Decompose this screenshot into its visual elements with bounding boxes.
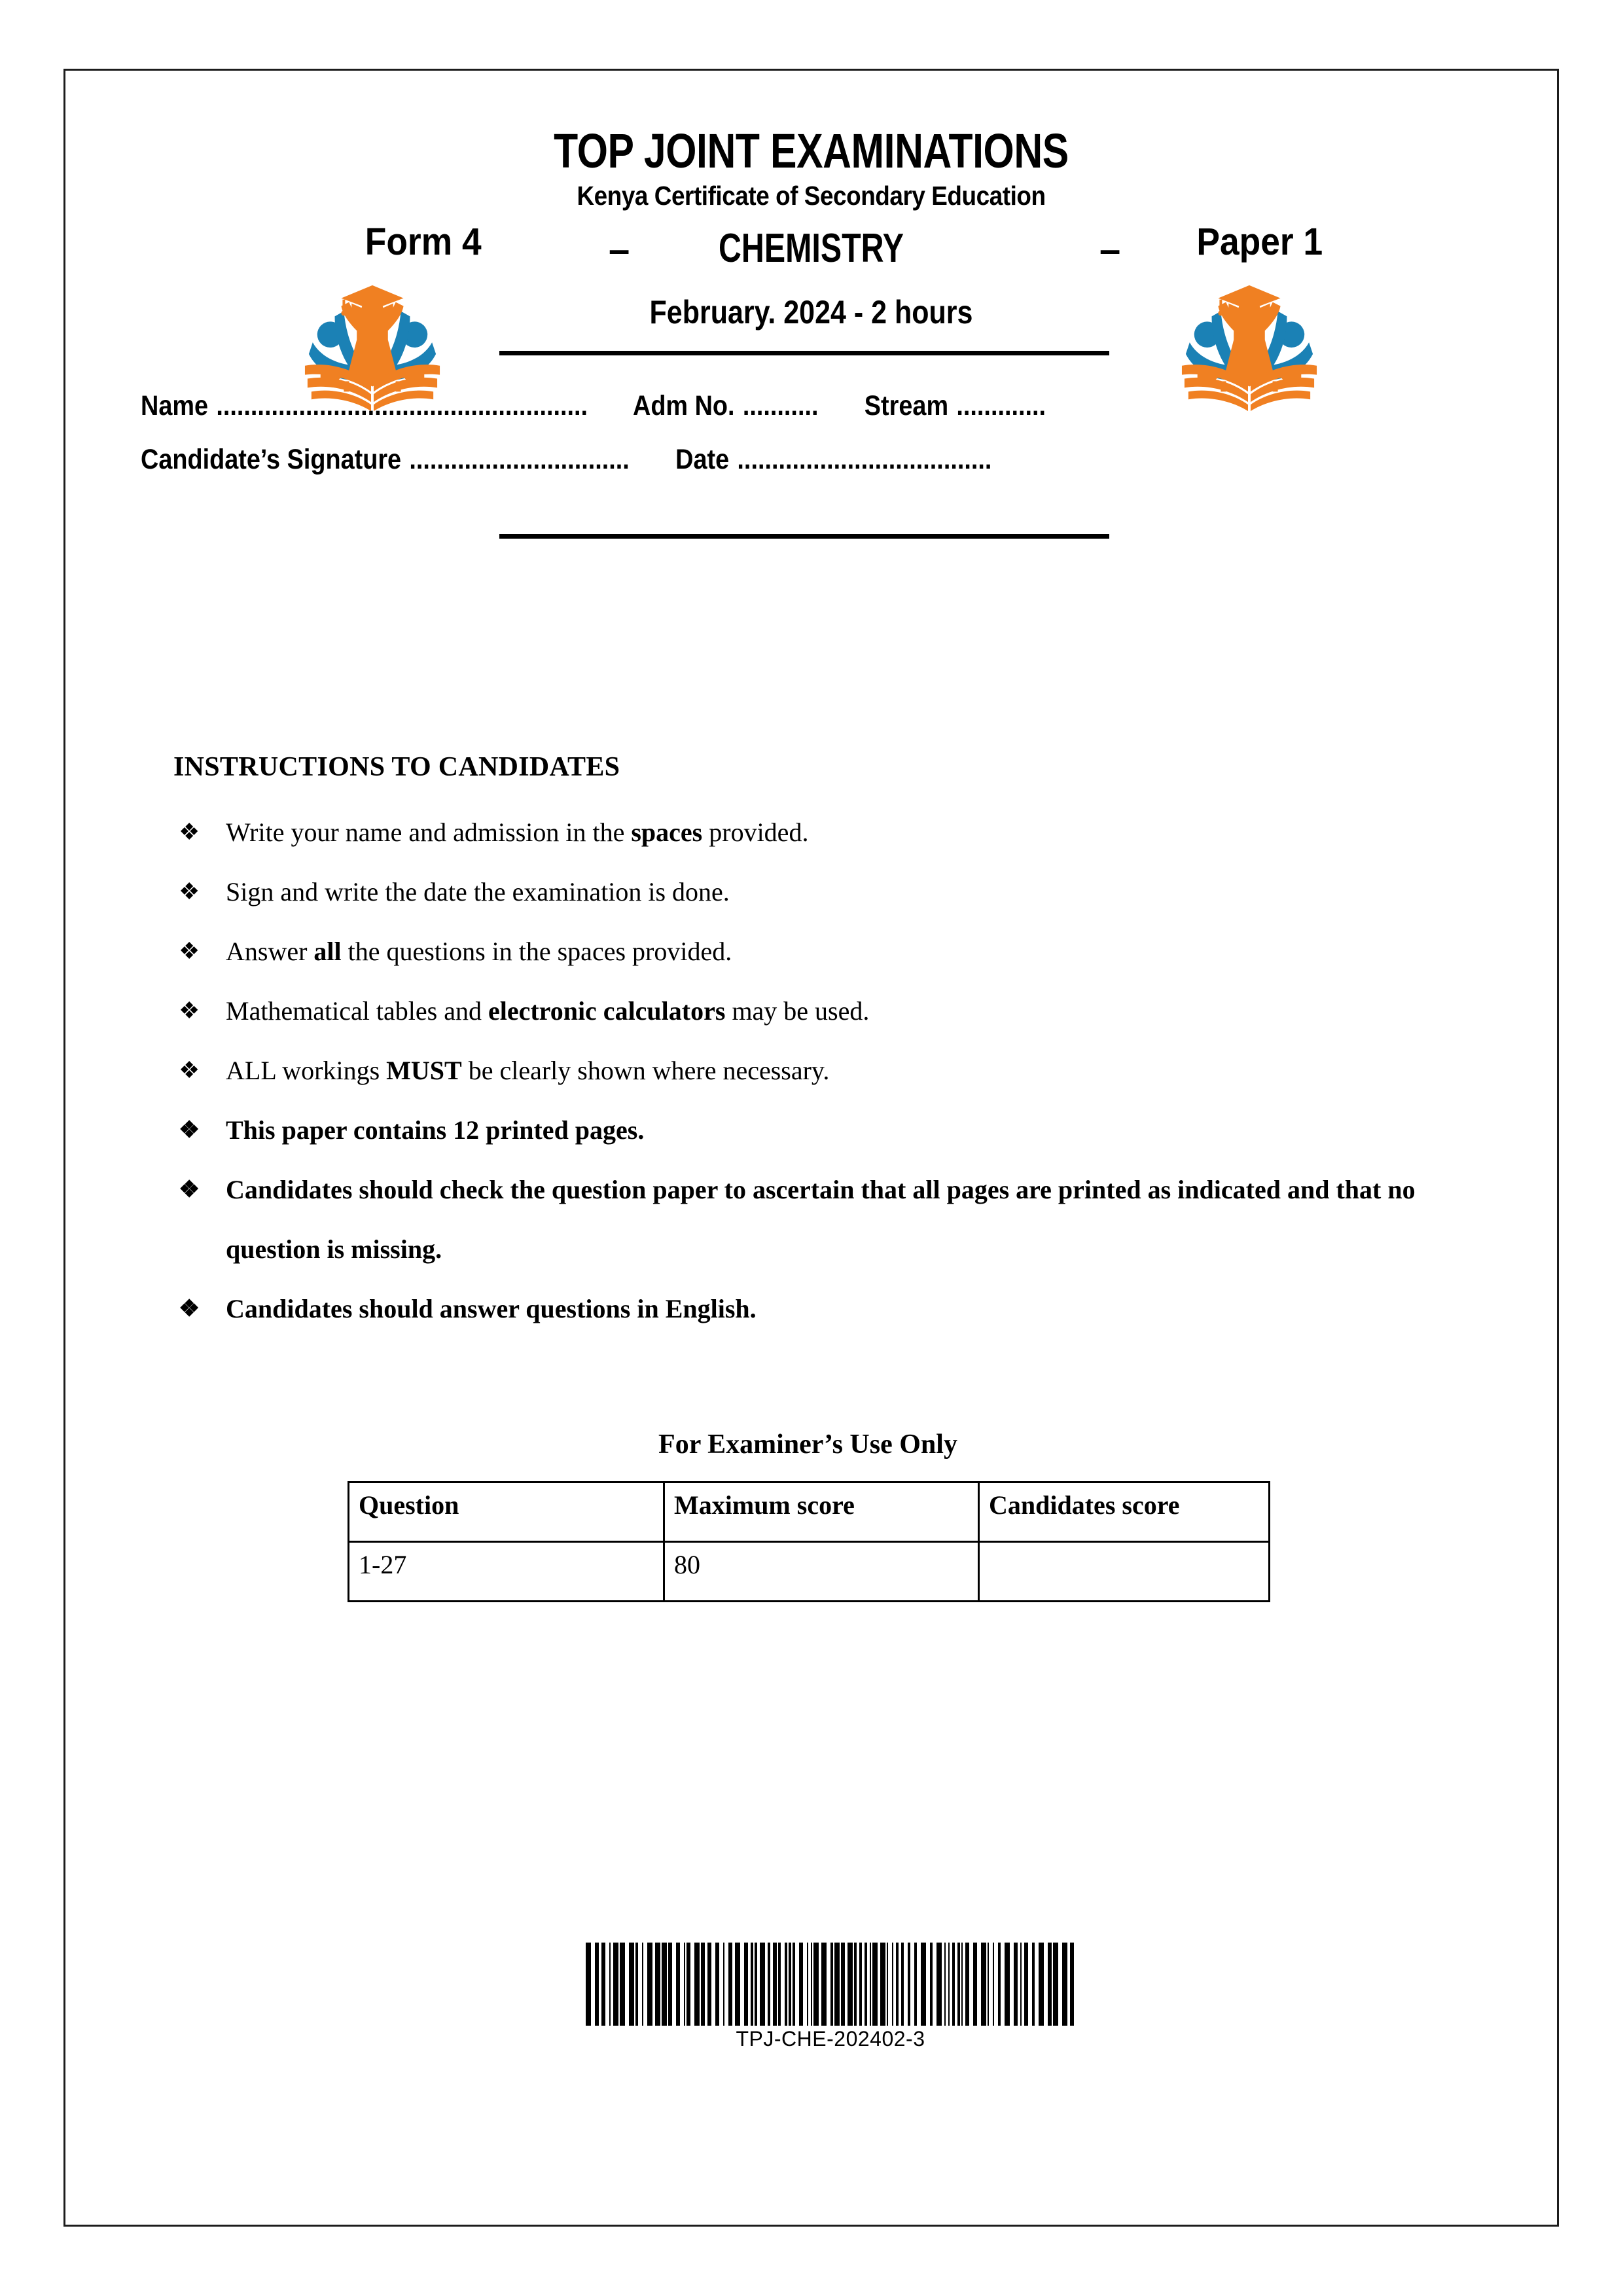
table-column-header: Candidates score: [979, 1482, 1270, 1542]
table-body: [349, 1542, 1270, 1602]
diamond-bullet-icon: ❖: [179, 1176, 200, 1202]
instruction-text-run: MUST: [386, 1056, 462, 1085]
instruction-text: [226, 1294, 757, 1323]
instruction-text-run: ALL workings: [226, 1056, 387, 1085]
instructions-heading: INSTRUCTIONS TO CANDIDATES: [173, 752, 620, 782]
candidate-score-cell[interactable]: [979, 1542, 1270, 1602]
instruction-text-run: Sign and write the date the examination is done.: [226, 877, 730, 906]
exam-date-duration: February. 2024 - 2 hours: [649, 294, 973, 331]
signature-label: Candidate’s Signature: [141, 444, 402, 475]
diamond-bullet-icon: ❖: [179, 819, 200, 845]
adm-no-input-dots[interactable]: ...........: [742, 390, 819, 422]
header-divider-bottom: [499, 534, 1109, 539]
barcode-label: TPJ-CHE-202402-3: [736, 2027, 925, 2051]
instruction-item: [173, 802, 1430, 862]
barcode-icon: [584, 1943, 1077, 2026]
diamond-bullet-icon: ❖: [179, 938, 200, 964]
dash-separator-left: –: [609, 228, 630, 271]
instruction-item: [173, 1100, 1430, 1160]
exam-title: TOP JOINT EXAMINATIONS: [554, 124, 1069, 178]
examiner-table-heading: For Examiner’s Use Only: [658, 1429, 957, 1460]
diamond-bullet-icon: ❖: [179, 1295, 200, 1321]
dash-separator-right: –: [1099, 228, 1121, 271]
form-label: Form 4: [365, 221, 482, 263]
instruction-text-run: Candidates should answer questions in English.: [226, 1294, 757, 1323]
instruction-text: [226, 817, 808, 847]
page-border: [63, 69, 1559, 2227]
stream-label: Stream: [864, 390, 949, 422]
instruction-text: [226, 937, 732, 966]
instruction-text-run: electronic calculators: [488, 996, 726, 1026]
name-input-dots[interactable]: ......................................................: [216, 390, 588, 422]
diamond-bullet-icon: ❖: [179, 997, 200, 1024]
signature-input-dots[interactable]: ................................: [409, 444, 630, 475]
table-column-header: Question: [349, 1482, 664, 1542]
instruction-item: [173, 1160, 1430, 1279]
examiner-score-table: [348, 1481, 1270, 1602]
paper-label: Paper 1: [1196, 221, 1323, 263]
instruction-text-run: Answer: [226, 937, 314, 966]
subject-name: CHEMISTRY: [718, 226, 904, 271]
instruction-text-run: all: [313, 937, 342, 966]
instruction-text-run: provided.: [702, 817, 809, 847]
header-divider-top: [499, 351, 1109, 355]
instruction-text: [226, 1175, 1416, 1264]
stream-input-dots[interactable]: .............: [956, 390, 1046, 422]
date-input-dots[interactable]: .....................................: [737, 444, 992, 475]
graduation-logo-icon: [1178, 277, 1321, 418]
instruction-text-run: Candidates should check the question paper to ascertain that all pages are printed as indicated and that no question is missing.: [226, 1175, 1416, 1264]
exam-subtitle: Kenya Certificate of Secondary Education: [577, 181, 1046, 211]
subject-row: [65, 220, 1557, 279]
name-label: Name: [141, 390, 209, 422]
instruction-text: [226, 877, 730, 906]
date-label: Date: [675, 444, 730, 475]
instruction-item: [173, 981, 1430, 1041]
instruction-item: [173, 1041, 1430, 1100]
barcode-block: [584, 1943, 1077, 2051]
instruction-item: [173, 922, 1430, 981]
table-header-row: [349, 1482, 1270, 1542]
diamond-bullet-icon: ❖: [179, 878, 200, 905]
instruction-text-run: Write your name and admission in the: [226, 817, 632, 847]
candidate-name-line: [141, 390, 1046, 422]
instruction-text-run: may be used.: [725, 996, 870, 1026]
candidate-signature-line: [141, 444, 991, 476]
instruction-text-run: spaces: [631, 817, 703, 847]
table-cell: 80: [664, 1542, 979, 1602]
instruction-text-run: Mathematical tables and: [226, 996, 488, 1026]
exam-header: [65, 71, 1557, 634]
table-column-header: Maximum score: [664, 1482, 979, 1542]
instruction-item: [173, 862, 1430, 922]
diamond-bullet-icon: ❖: [179, 1057, 200, 1083]
diamond-bullet-icon: ❖: [179, 1117, 200, 1143]
instruction-text: [226, 1115, 644, 1145]
instruction-text: [226, 996, 869, 1026]
instruction-text: [226, 1056, 829, 1085]
instruction-text-run: be clearly shown where necessary.: [461, 1056, 830, 1085]
adm-no-label: Adm No.: [632, 390, 735, 422]
instruction-text-run: This paper contains 12 printed pages.: [226, 1115, 645, 1145]
instruction-list: [173, 802, 1430, 1338]
table-row: [349, 1542, 1270, 1602]
instruction-text-run: the questions in the spaces provided.: [341, 937, 732, 966]
instruction-item: [173, 1279, 1430, 1338]
table-cell: 1-27: [349, 1542, 664, 1602]
